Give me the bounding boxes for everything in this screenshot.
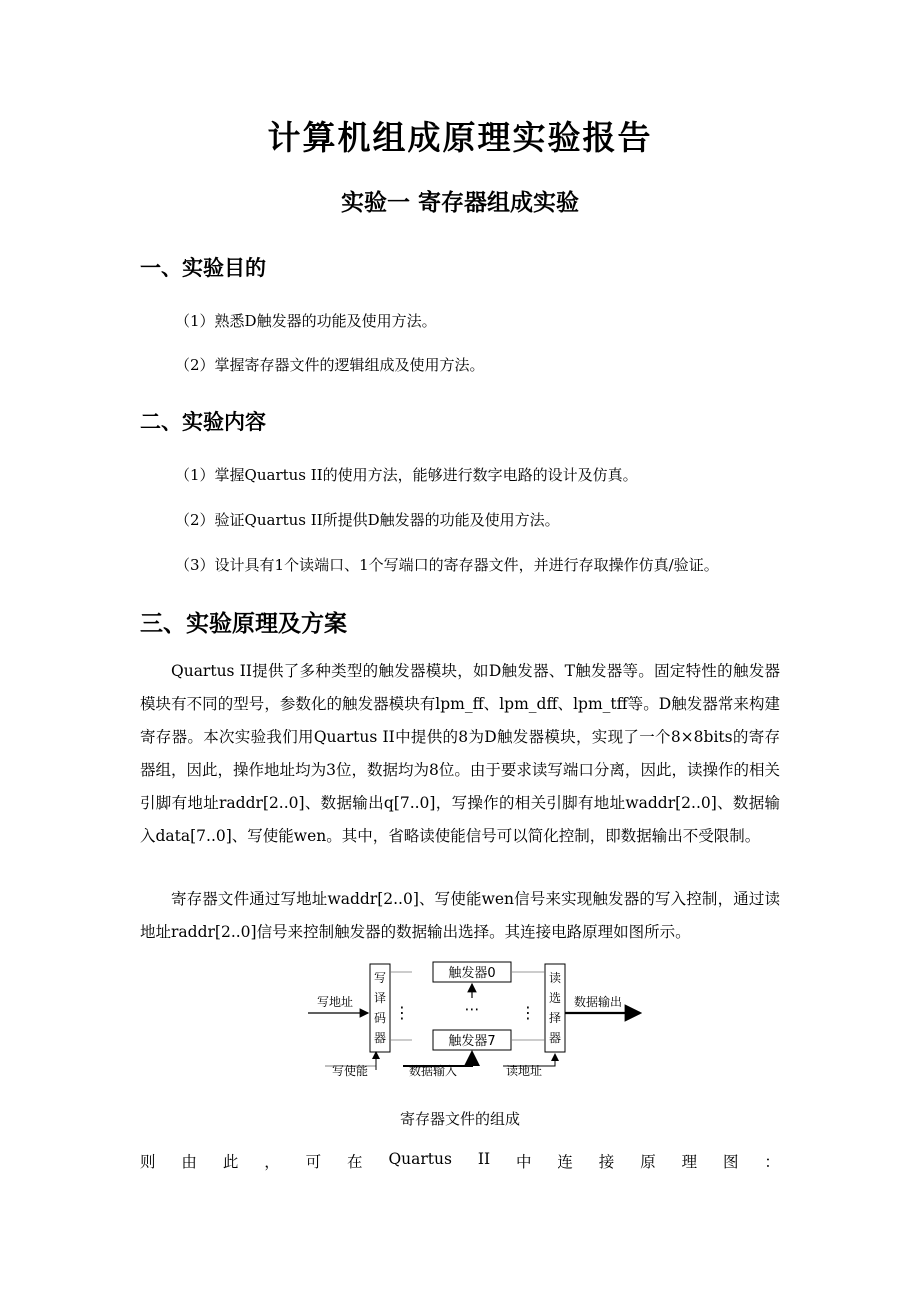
char: 由 bbox=[181, 1153, 197, 1171]
data-output-label: 数据输出 bbox=[573, 995, 623, 1009]
section-heading-purpose: 一、实验目的 bbox=[140, 256, 266, 280]
read-selector-char: 器 bbox=[548, 1031, 562, 1045]
section-heading-content: 二、实验内容 bbox=[140, 410, 266, 434]
word: II bbox=[477, 1150, 491, 1168]
page-title: 计算机组成原理实验报告 bbox=[267, 118, 653, 157]
char: 理 bbox=[681, 1153, 698, 1171]
read-selector-char: 读 bbox=[548, 971, 562, 985]
char: 则 bbox=[140, 1153, 156, 1171]
data-input-label: 数据输入 bbox=[408, 1064, 458, 1078]
paragraph-text: 寄存器文件通过写地址waddr[2..0]、写使能wen信号来实现触发器的写入控制，通过读地址raddr[2..0]信号来控制触发器的数据输出选择。其连接电路原理如图所示。 bbox=[140, 890, 780, 941]
vertical-ellipsis-right: ⋮ bbox=[520, 1003, 536, 1022]
principle-paragraph-2 bbox=[140, 883, 780, 949]
char: 在 bbox=[347, 1153, 363, 1171]
content-item-2: （2）验证Quartus II所提供D触发器的功能及使用方法。 bbox=[175, 511, 560, 529]
write-address-label: 写地址 bbox=[316, 995, 354, 1009]
write-enable-label: 写使能 bbox=[331, 1064, 369, 1078]
write-decoder-char: 译 bbox=[373, 991, 387, 1005]
figure-caption: 寄存器文件的组成 bbox=[399, 1110, 520, 1128]
content-item-1: （1）掌握Quartus II的使用方法，能够进行数字电路的设计及仿真。 bbox=[175, 466, 638, 484]
vertical-ellipsis-left: ⋮ bbox=[394, 1003, 410, 1022]
flipflop-0-label: 触发器0 bbox=[448, 966, 496, 981]
char: ： bbox=[764, 1153, 780, 1171]
purpose-item-2: （2）掌握寄存器文件的逻辑组成及使用方法。 bbox=[175, 356, 485, 374]
read-selector-char: 选 bbox=[548, 991, 562, 1005]
write-decoder-char: 器 bbox=[373, 1031, 387, 1045]
register-file-diagram bbox=[290, 958, 650, 1086]
page-subtitle: 实验一 寄存器组成实验 bbox=[340, 190, 579, 216]
char: 连 bbox=[557, 1153, 573, 1171]
write-decoder-char: 写 bbox=[373, 971, 387, 985]
char: 可 bbox=[305, 1153, 322, 1171]
word: Quartus bbox=[388, 1150, 452, 1168]
flipflop-7-label: 触发器7 bbox=[448, 1034, 496, 1049]
char: 原 bbox=[640, 1153, 656, 1171]
write-decoder-char: 码 bbox=[373, 1011, 387, 1025]
char: 此 bbox=[222, 1153, 239, 1171]
purpose-item-1: （1）熟悉D触发器的功能及使用方法。 bbox=[175, 312, 437, 330]
char: 接 bbox=[598, 1153, 615, 1171]
principle-paragraph-1 bbox=[140, 655, 780, 853]
char: 中 bbox=[515, 1153, 532, 1171]
char: ， bbox=[264, 1153, 280, 1171]
read-address-label: 读地址 bbox=[505, 1064, 543, 1078]
read-selector-char: 择 bbox=[548, 1011, 562, 1025]
trailing-text-line bbox=[140, 1150, 780, 1172]
paragraph-text: Quartus II提供了多种类型的触发器模块，如D触发器、T触发器等。固定特性的触发器模块有不同的型号，参数化的触发器模块有lpm_ff、lpm_dff、lpm_tff等。D触发器常来构建寄存器。本次实验我们用Quartus II中提供的8为D触发器模块，实现了一个8×8bits的寄存器组，因此，操作地址均为3位，数据均为8位。由于要求读写端口分离，因此，读操作的相关引脚有地址raddr[2..0]、数据输出q[7..0]，写操作的相关引脚有地址waddr[2..0]、数据输入data[7..0]、写使能wen。其中，省略读使能信号可以简化控制，即数据输出不受限制。 bbox=[140, 662, 780, 845]
section-heading-principle: 三、实验原理及方案 bbox=[140, 611, 347, 637]
char: 图 bbox=[723, 1153, 739, 1171]
horizontal-ellipsis: ⋯ bbox=[464, 1000, 480, 1018]
content-item-3: （3）设计具有1个读端口、1个写端口的寄存器文件，并进行存取操作仿真/验证。 bbox=[175, 556, 719, 574]
